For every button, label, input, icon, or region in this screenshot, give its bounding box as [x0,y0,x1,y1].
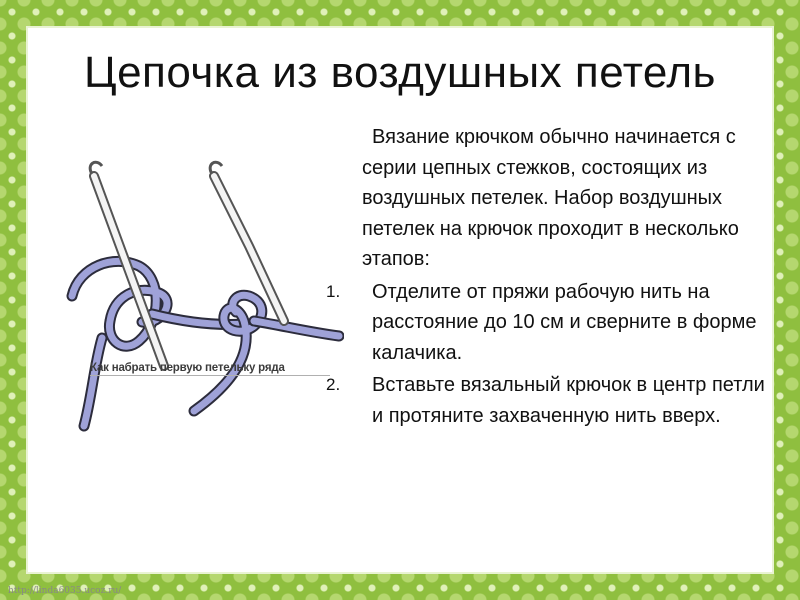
slide-title: Цепочка из воздушных петель [84,48,716,97]
crochet-hook-loop-illustration [44,136,344,436]
intro-paragraph: Вязание крючком обычно начинается с серии цепных стежков, состоящих из воздушных петелек. Набор воздушных петелек на крючок проходит в несколько этапов: [362,126,739,270]
list-item-number: 2. [326,375,341,394]
body-text [326,122,766,431]
source-url: http://linda6035.ucoz.ru/ [8,586,122,596]
crochet-illustration-icon [44,136,344,436]
list-item-text: Отделите от пряжи рабочую нить на расстояние до 10 см и сверните в форме калачика. [372,280,757,364]
list-item [326,370,766,431]
list-item-number: 1. [326,281,341,301]
list-item [326,277,766,369]
figure-caption: Как набрать первую петельку ряда [90,362,330,376]
slide-content [26,26,774,574]
list-item-text: Вставьте вязальный крючок в центр петли и протяните захваченную нить вверх. [372,374,765,427]
right-loop-yarn [194,295,339,411]
